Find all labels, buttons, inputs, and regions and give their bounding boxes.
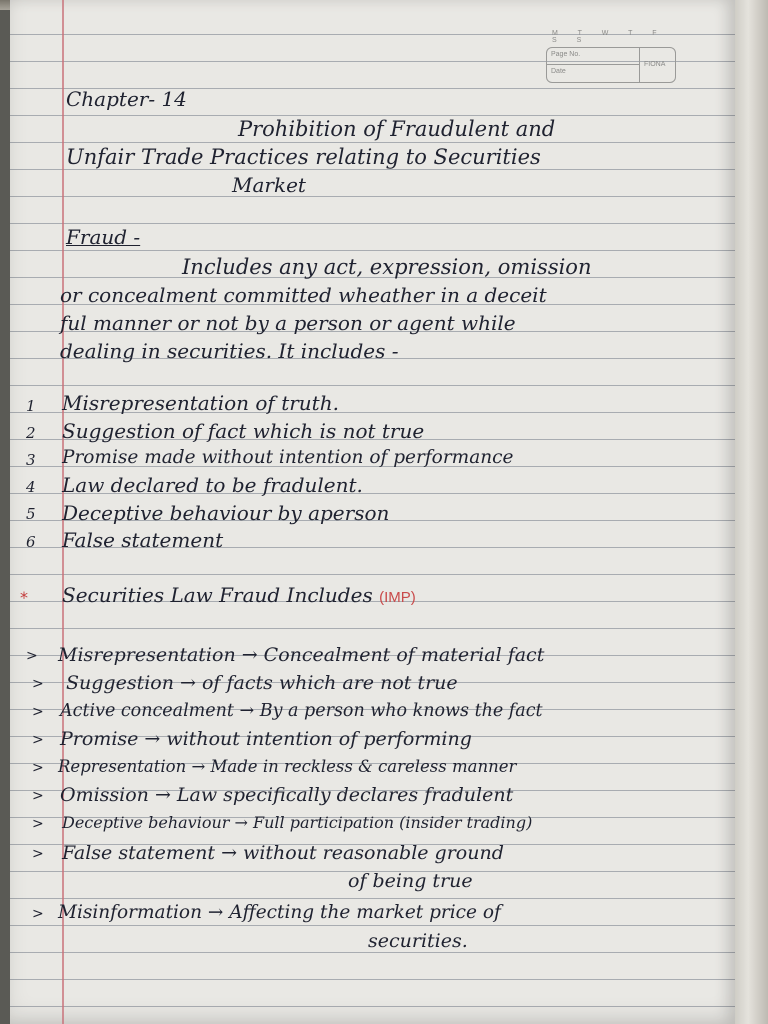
page-header-box [546, 30, 676, 82]
arrow-list-item: Active concealment → By a person who knows the fact [60, 701, 543, 721]
list-item: Law declared to be fradulent. [62, 473, 363, 497]
list-item: False statement [62, 528, 224, 552]
brand-label: FIONA [644, 61, 666, 68]
list-number: 2 [26, 424, 36, 442]
list-item: Deceptive behaviour by aperson [62, 501, 390, 525]
title-line-2: Unfair Trade Practices relating to Securities [66, 145, 541, 169]
page-date-box [546, 47, 676, 83]
arrow-list-item: Misrepresentation → Concealment of material fact [58, 644, 545, 666]
securities-heading [62, 582, 416, 611]
arrow-list-item: Promise → without intention of performing [60, 728, 472, 750]
list-item: Suggestion of fact which is not true [62, 419, 425, 443]
red-star-mark: * [20, 588, 28, 607]
list-item: Misrepresentation of truth. [62, 391, 339, 415]
fraud-line-3: ful manner or not by a person or agent while [60, 311, 516, 335]
arrow-mark: > [32, 676, 44, 692]
arrow-list-item: Misinformation → Affecting the market price of [58, 902, 501, 923]
page-side-edge [735, 0, 768, 1024]
fraud-line-1: Includes any act, expression, omission [182, 255, 592, 279]
arrow-mark: > [32, 732, 44, 748]
chapter-label: Chapter- 14 [66, 87, 187, 111]
arrow-mark: > [32, 846, 44, 862]
arrow-list-item: Omission → Law specifically declares fradulent [60, 784, 514, 806]
list-number: 6 [26, 533, 36, 551]
securities-heading-text: Securities Law Fraud Includes [62, 583, 373, 607]
arrow-mark: > [32, 788, 44, 804]
imp-note: (IMP) [379, 589, 416, 606]
page-no-label: Page No. [551, 51, 581, 58]
arrow-mark: > [26, 648, 38, 664]
list-number: 1 [26, 397, 36, 415]
list-number: 4 [26, 478, 36, 496]
arrow-list-item: Representation → Made in reckless & careless manner [58, 757, 517, 776]
arrow-mark: > [32, 760, 44, 776]
arrow-list-item: Deceptive behaviour → Full participation (insider trading) [62, 813, 533, 832]
arrow-mark: > [32, 816, 44, 832]
notebook-page [10, 0, 735, 1024]
arrow-list-item: False statement → without reasonable ground [62, 842, 504, 864]
fraud-line-2: or concealment committed wheather in a deceit [60, 283, 547, 307]
arrow-mark: > [32, 704, 44, 720]
fraud-heading: Fraud - [66, 225, 141, 249]
weekday-letters: M T W T F S S [552, 30, 666, 44]
fraud-line-4: dealing in securities. It includes - [60, 339, 399, 363]
title-line-3: Market [232, 173, 306, 197]
arrow-mark: > [32, 906, 44, 922]
title-line-1: Prohibition of Fraudulent and [238, 117, 556, 141]
list-number: 5 [26, 505, 36, 523]
arrow-list-continuation: of being true [348, 870, 473, 892]
list-number: 3 [26, 451, 36, 469]
list-item: Promise made without intention of performance [62, 447, 514, 468]
date-label: Date [551, 68, 566, 75]
arrow-list-continuation: securities. [368, 930, 468, 952]
arrow-list-item: Suggestion → of facts which are not true [66, 672, 458, 694]
